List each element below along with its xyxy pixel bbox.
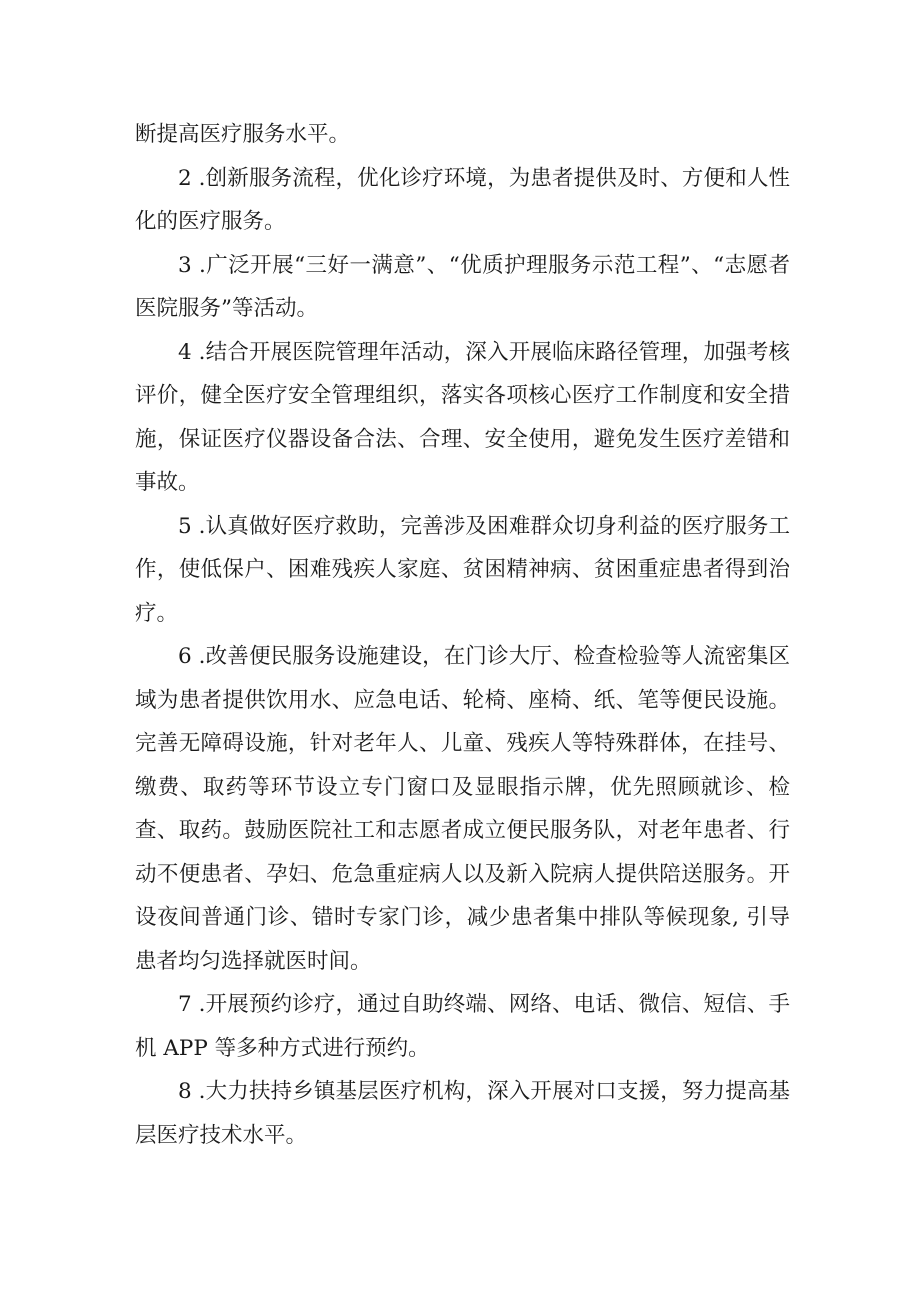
paragraph-item-5: 5 .认真做好医疗救助，完善涉及困难群众切身利益的医疗服务工作，使低保户、困难残疾人家庭、贫困精神病、贫困重症患者得到治疗。 — [135, 513, 790, 626]
paragraph-item-7: 7 .开展预约诊疗，通过自助终端、网络、电话、微信、短信、手机 APP 等多种方式进行预约。 — [135, 992, 790, 1061]
paragraph-item-8: 8 .大力扶持乡镇基层医疗机构，深入开展对口支援，努力提高基层医疗技术水平。 — [135, 1079, 790, 1148]
paragraph-continuation: 断提高医疗服务水平。 — [135, 122, 351, 147]
paragraph-item-6: 6 .改善便民服务设施建设，在门诊大厅、检查检验等人流密集区域为患者提供饮用水、应急电话、轮椅、座椅、纸、笔等便民设施。完善无障碍设施，针对老年人、儿童、残疾人等特殊群体，在挂号、缴费、取药等环节设立专门窗口及显眼指示牌，优先照顾就诊、检查、取药。鼓励医院社工和志愿者成立便民服务队，对老年患者、行动不便患者、孕妇、危急重症病人以及新入院病人提供陪送服务。开设夜间普通门诊、错时专家门诊，减少患者集中排队等候现象, 引导患者均匀选择就医时间。 — [135, 644, 790, 974]
document-page — [135, 113, 790, 1157]
paragraph-item-2: 2 .创新服务流程，优化诊疗环境，为患者提供及时、方便和人性化的医疗服务。 — [135, 165, 790, 234]
paragraph-item-3: 3 .广泛开展“三好一满意”、“优质护理服务示范工程”、“志愿者医院服务”等活动。 — [135, 252, 790, 321]
paragraph-item-4: 4 .结合开展医院管理年活动，深入开展临床路径管理，加强考核评价，健全医疗安全管理组织，落实各项核心医疗工作制度和安全措施，保证医疗仪器设备合法、合理、安全使用，避免发生医疗差错和事故。 — [135, 339, 790, 495]
